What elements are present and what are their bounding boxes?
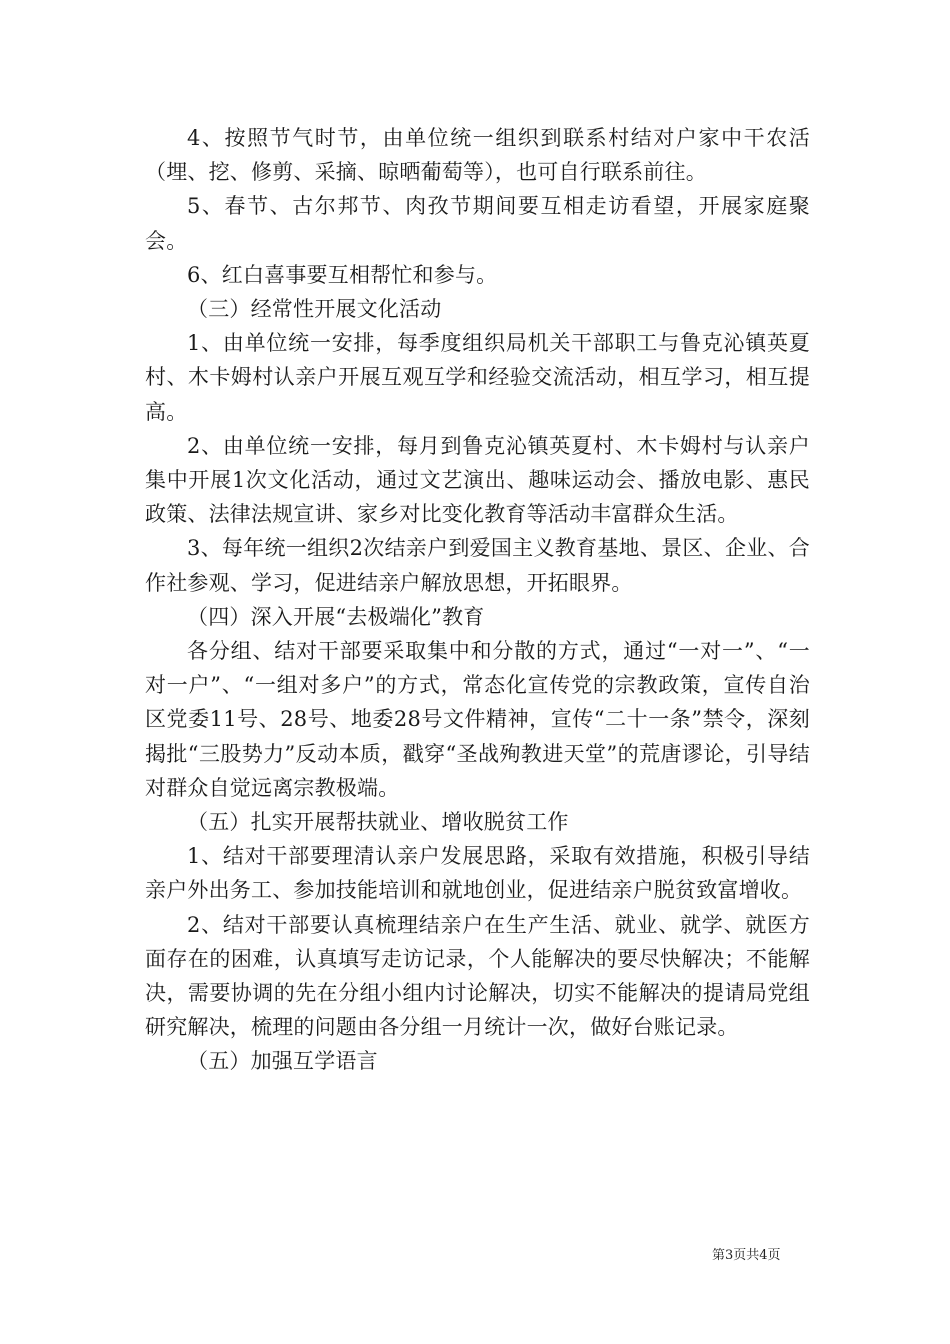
paragraph-culture-1: 1、由单位统一安排，每季度组织局机关干部职工与鲁克沁镇英夏村、木卡姆村认亲户开展互观互学和经验交流活动，相互学习，相互提高。 xyxy=(145,331,810,424)
paragraph-item-6: 6、红白喜事要互相帮忙和参与。 xyxy=(187,262,498,287)
paragraph-item-4: 4、按照节气时节，由单位统一组织到联系村结对户家中干农活（埋、挖、修剪、采摘、晾晒葡萄等），也可自行联系前往。 xyxy=(145,126,810,185)
paragraph-deradicalization: 各分组、结对干部要采取集中和分散的方式，通过“一对一”、“一对一户”、“一组对多户”的方式，常态化宣传党的宗教政策，宣传自治区党委11号、28号、地委28号文件精神，宣传“二十一条”禁令，深刻揭批“三股势力”反动本质，戳穿“圣战殉教进天堂”的荒唐谬论，引导结对群众自觉远离宗教极端。 xyxy=(145,639,810,800)
paragraph-culture-2: 2、由单位统一安排，每月到鲁克沁镇英夏村、木卡姆村与认亲户集中开展1次文化活动，通过文艺演出、趣味运动会、播放电影、惠民政策、法律法规宣讲、家乡对比变化教育等活动丰富群众生活。 xyxy=(145,433,810,527)
page-number: 第3页共4页 xyxy=(712,1248,781,1263)
document-body xyxy=(145,121,810,1079)
paragraph-item-5: 5、春节、古尔邦节、肉孜节期间要互相走访看望，开展家庭聚会。 xyxy=(145,194,810,253)
paragraph-employment-1: 1、结对干部要理清认亲户发展思路，采取有效措施，积极引导结亲户外出务工、参加技能培训和就地创业，促进结亲户脱贫致富增收。 xyxy=(145,844,810,903)
section-heading-3: （三）经常性开展文化活动 xyxy=(187,297,442,322)
section-heading-4: （四）深入开展“去极端化”教育 xyxy=(187,604,485,629)
paragraph-culture-3: 3、每年统一组织2次结亲户到爱国主义教育基地、景区、企业、合作社参观、学习，促进结亲户解放思想，开拓眼界。 xyxy=(145,536,810,595)
section-heading-5b: （五）加强互学语言 xyxy=(187,1049,378,1074)
section-heading-5: （五）扎实开展帮扶就业、增收脱贫工作 xyxy=(187,810,569,835)
paragraph-employment-2: 2、结对干部要认真梳理结亲户在生产生活、就业、就学、就医方面存在的困难，认真填写走访记录，个人能解决的要尽快解决；不能解决，需要协调的先在分组小组内讨论解决，切实不能解决的提请局党组研究解决，梳理的问题由各分组一月统计一次，做好台账记录。 xyxy=(145,912,810,1040)
